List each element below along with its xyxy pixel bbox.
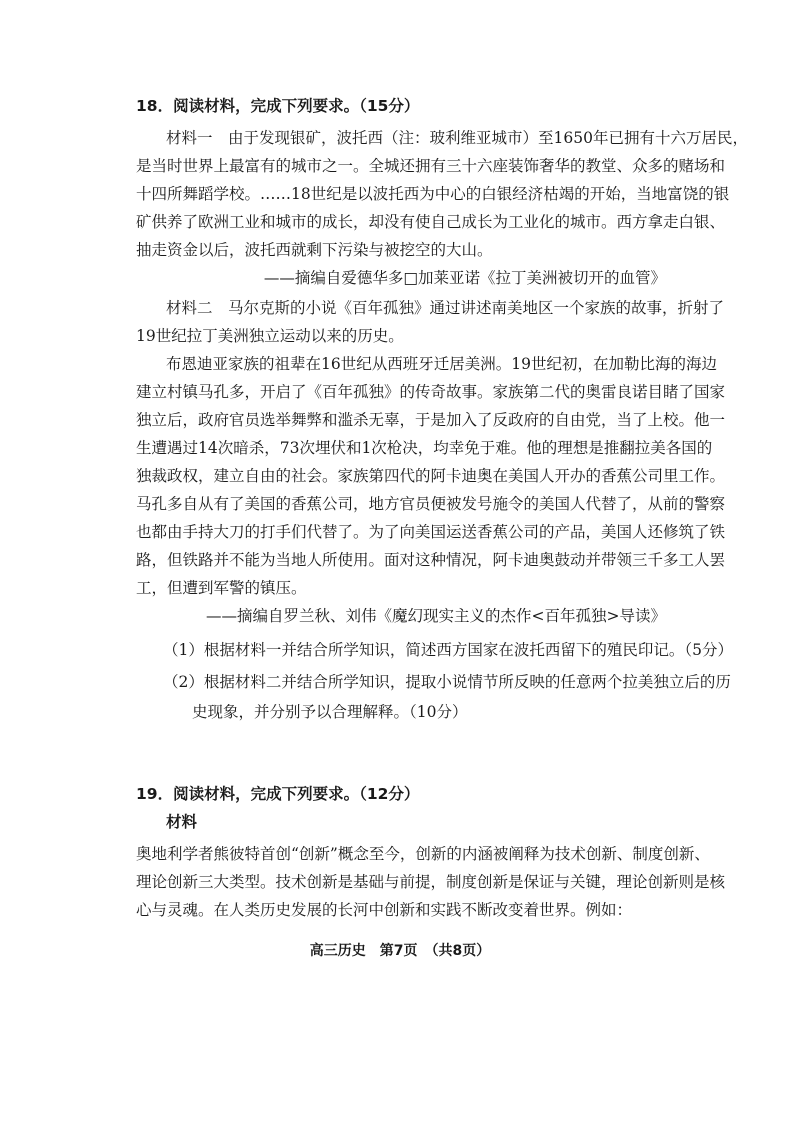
material-2-line: 也都由手持大刀的打手们代替了。为了向美国运送香蕉公司的产品，美国人还修筑了铁 [136, 523, 726, 541]
q19-material-label: 材料 [166, 813, 198, 831]
material-2-line: 马孔多自从有了美国的香蕉公司，地方官员便被发号施令的美国人代替了，从前的警察 [136, 495, 726, 513]
material-2-line: 独裁政权，建立自由的社会。家族第四代的阿卡迪奥在美国人开办的香蕉公司里工作。 [136, 467, 726, 485]
material-2-line: 建立村镇马孔多，开启了《百年孤独》的传奇故事。家族第二代的奥雷良诺目睹了国家 [136, 383, 726, 401]
page-footer: 高三历史 第7页 （共8页） [309, 943, 491, 959]
question-18-part-2-cont: 史现象，并分别予以合理解释。（10分） [192, 703, 468, 721]
material-2-line: 19世纪拉丁美洲独立运动以来的历史。 [136, 327, 404, 345]
q19-material-line: 理论创新三大类型。技术创新是基础与前提，制度创新是保证与关键，理论创新则是核 [136, 873, 726, 891]
question-18-part-2: （2）根据材料二并结合所学知识，提取小说情节所反映的任意两个拉美独立后的历 [163, 673, 731, 691]
q18-header: 18．阅读材料，完成下列要求。（15分） [136, 97, 420, 115]
material-1-line: 矿供养了欧洲工业和城市的成长，却没有使自己成长为工业化的城市。西方拿走白银、 [136, 213, 726, 231]
question-18-part-1: （1）根据材料一并结合所学知识，简述西方国家在波托西留下的殖民印记。（5分） [163, 641, 733, 659]
q19-header: 19．阅读材料，完成下列要求。（12分） [136, 785, 420, 803]
q19-material-line: 心与灵魂。在人类历史发展的长河中创新和实践不断改变着世界。例如： [136, 901, 633, 919]
material-2-line: 路，但铁路并不能为当地人所使用。面对这种情况，阿卡迪奥鼓动并带领三千多工人罢 [136, 551, 726, 569]
material-2-line: 材料二 马尔克斯的小说《百年孤独》通过讲述南美地区一个家族的故事，折射了 [166, 299, 725, 317]
material-1-line: 十四所舞蹈学校。……18世纪是以波托西为中心的白银经济枯竭的开始，当地富饶的银 [136, 185, 730, 203]
material-1-line: 是当时世界上最富有的城市之一。全城还拥有三十六座装饰奢华的教堂、众多的赌场和 [136, 157, 726, 175]
q19-material-line: 奥地利学者熊彼特首创“创新”概念至今，创新的内涵被阐释为技术创新、制度创新、 [136, 845, 710, 863]
material-2-line: 独立后，政府官员选举舞弊和滥杀无辜，于是加入了反政府的自由党，当了上校。他一 [136, 411, 726, 429]
material-1-line: 材料一 由于发现银矿，波托西（注：玻利维亚城市）至1650年已拥有十六万居民， [166, 129, 748, 147]
material-2-line: 生遭遇过14次暗杀，73次埋伏和1次枪决，均幸免于难。他的理想是推翻拉美各国的 [136, 439, 713, 457]
material-2-source: ——摘编自罗兰秋、刘伟《魔幻现实主义的杰作<百年孤独>导读》 [206, 607, 666, 625]
material-1-source: ——摘编自爱德华多□加莱亚诺《拉丁美洲被切开的血管》 [263, 269, 666, 287]
material-2-line: 布恩迪亚家族的祖辈在16世纪从西班牙迁居美洲。19世纪初，在加勒比海的海边 [166, 355, 717, 373]
material-1-line: 抽走资金以后，波托西就剩下污染与被挖空的大山。 [136, 241, 493, 259]
material-2-line: 工，但遭到军警的镇压。 [136, 579, 307, 597]
